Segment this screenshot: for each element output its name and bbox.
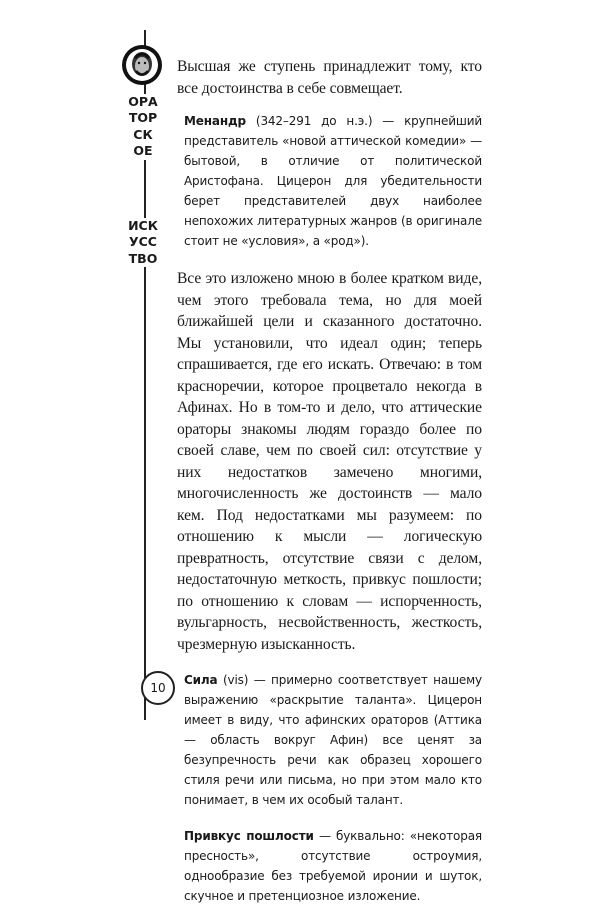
footnote-vis [184, 670, 482, 810]
footnote-term: Привкус пошлости [184, 829, 314, 843]
footnote-text: — буквально: «некоторая пресность», отсутствие остроумия, однообразие без требуемой иронии и шуток, скучное и претенциозное изложение. [184, 829, 482, 903]
orator-head-icon [121, 44, 163, 86]
footnote-text: (vis) — примерно соответствует нашему выражению «раскрытие таланта». Цицерон имеет в виду, что афинских ораторов (Аттика — область вокруг Афин) все ценят за безупречность речи как образец хорошего стиля речи или письма, но при этом мало кто понимает, в чем их особый талант. [184, 673, 482, 807]
footnote-text: (342–291 до н.э.) — крупнейший представитель «новой аттической комедии» — бытовой, в отличие от политической Аристофана. Цицерон для убедительности берет представителей двух наиболее непохожих литературных жанров (в оригинале стоит не «условия», а «род»). [184, 114, 482, 248]
running-title-word2: ИСКУССТВО [128, 218, 158, 266]
page-number: 10 [141, 671, 175, 705]
running-title-word1: ОРАТОРСКОЕ [128, 94, 158, 159]
paragraph-1: Высшая же ступень принадлежит тому, кто все достоинства в себе совмещает. [177, 58, 482, 97]
text-column [177, 56, 482, 906]
footnote-menander [184, 111, 482, 251]
footnote-term: Сила [184, 673, 218, 687]
footnote-vulgarity [184, 826, 482, 906]
paragraph-2: Все это изложено мною в более кратком виде, чем этого требовала тема, но для моей ближайшей цели и сказанного достаточно. Мы установили, что идеал один; теперь спрашивается, где его искать. Отвечаю: в том красноречии, которое процветало некогда в Афинах. Но в том-то и дело, что аттические ораторы знакомы людям гораздо более по своей славе, чем по своей сил: отсутствие у них недостатков замечено многими, многочисленность же достоинств — мало кем. Под недостатками мы разумеем: по отношению к мысли — логическую превратность, отсутствие связи с делом, недостаточную меткость, привкус пошлости; по отношению к словам — испорченность, вульгарность, несвойственность, жесткость, чрезмерную изысканность. [177, 270, 482, 653]
footnote-term: Менандр [184, 114, 246, 128]
